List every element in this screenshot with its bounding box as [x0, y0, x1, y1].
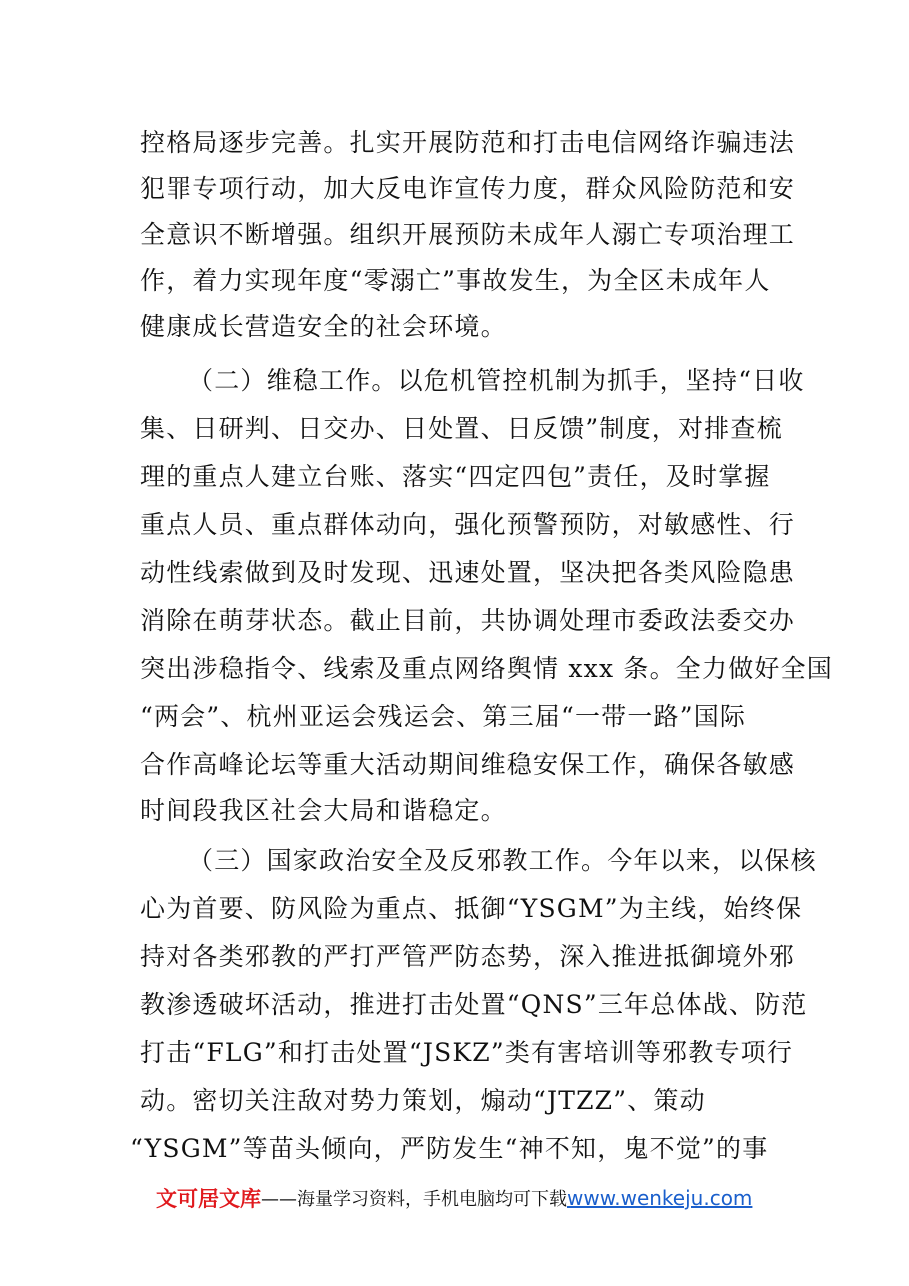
text-line: 健康成长营造安全的社会环境。	[140, 312, 507, 341]
text-line: 打击“FLG”和打击处置“JSKZ”类有害培训等邪教专项行	[140, 1038, 794, 1067]
paragraph-start-line: （二）维稳工作。以危机管控机制为抓手，坚持“日收	[188, 366, 805, 395]
text-line: 重点人员、重点群体动向，强化预警预防，对敏感性、行	[140, 510, 796, 539]
footer-link[interactable]: www.wenkeju.com	[567, 1186, 753, 1210]
text-line: 动。密切关注敌对势力策划，煽动“JTZZ”、策动	[140, 1086, 706, 1115]
text-line: “YSGM”等苗头倾向，严防发生“神不知，鬼不觉”的事	[130, 1134, 769, 1163]
text-line: 动性线索做到及时发现、迅速处置，坚决把各类风险隐患	[140, 558, 796, 587]
brand-name: 文可居文库	[156, 1187, 261, 1211]
text-line: 犯罪专项行动，加大反电诈宣传力度，群众风险防范和安	[140, 174, 796, 203]
text-line: 教渗透破坏活动，推进打击处置“QNS”三年总体战、防范	[140, 990, 808, 1019]
text-line: 全意识不断增强。组织开展预防未成年人溺亡专项治理工	[140, 220, 796, 249]
text-line: 心为首要、防风险为重点、抵御“YSGM”为主线，始终保	[140, 894, 803, 923]
text-line: 作，着力实现年度“零溺亡”事故发生，为全区未成年人	[140, 266, 771, 295]
text-line: 持对各类邪教的严打严管严防态势，深入推进抵御境外邪	[140, 942, 796, 971]
footer-tagline: ——海量学习资料，手机电脑均可下载	[261, 1189, 567, 1210]
text-line: “两会”、杭州亚运会残运会、第三届“一带一路”国际	[140, 702, 747, 731]
text-line: 集、日研判、日交办、日处置、日反馈”制度，对排查梳	[140, 414, 783, 443]
text-line: 理的重点人建立台账、落实“四定四包”责任，及时掌握	[140, 462, 771, 491]
paragraph-start-line: （三）国家政治安全及反邪教工作。今年以来，以保核	[188, 846, 817, 875]
text-line: 时间段我区社会大局和谐稳定。	[140, 796, 507, 825]
text-line: 突出涉稳指令、线索及重点网络舆情 xxx 条。全力做好全国	[140, 654, 833, 683]
text-line: 合作高峰论坛等重大活动期间维稳安保工作，确保各敏感	[140, 750, 796, 779]
footer-banner	[156, 1183, 752, 1211]
text-line: 消除在萌芽状态。截止目前，共协调处理市委政法委交办	[140, 606, 796, 635]
text-line: 控格局逐步完善。扎实开展防范和打击电信网络诈骗违法	[140, 128, 796, 157]
